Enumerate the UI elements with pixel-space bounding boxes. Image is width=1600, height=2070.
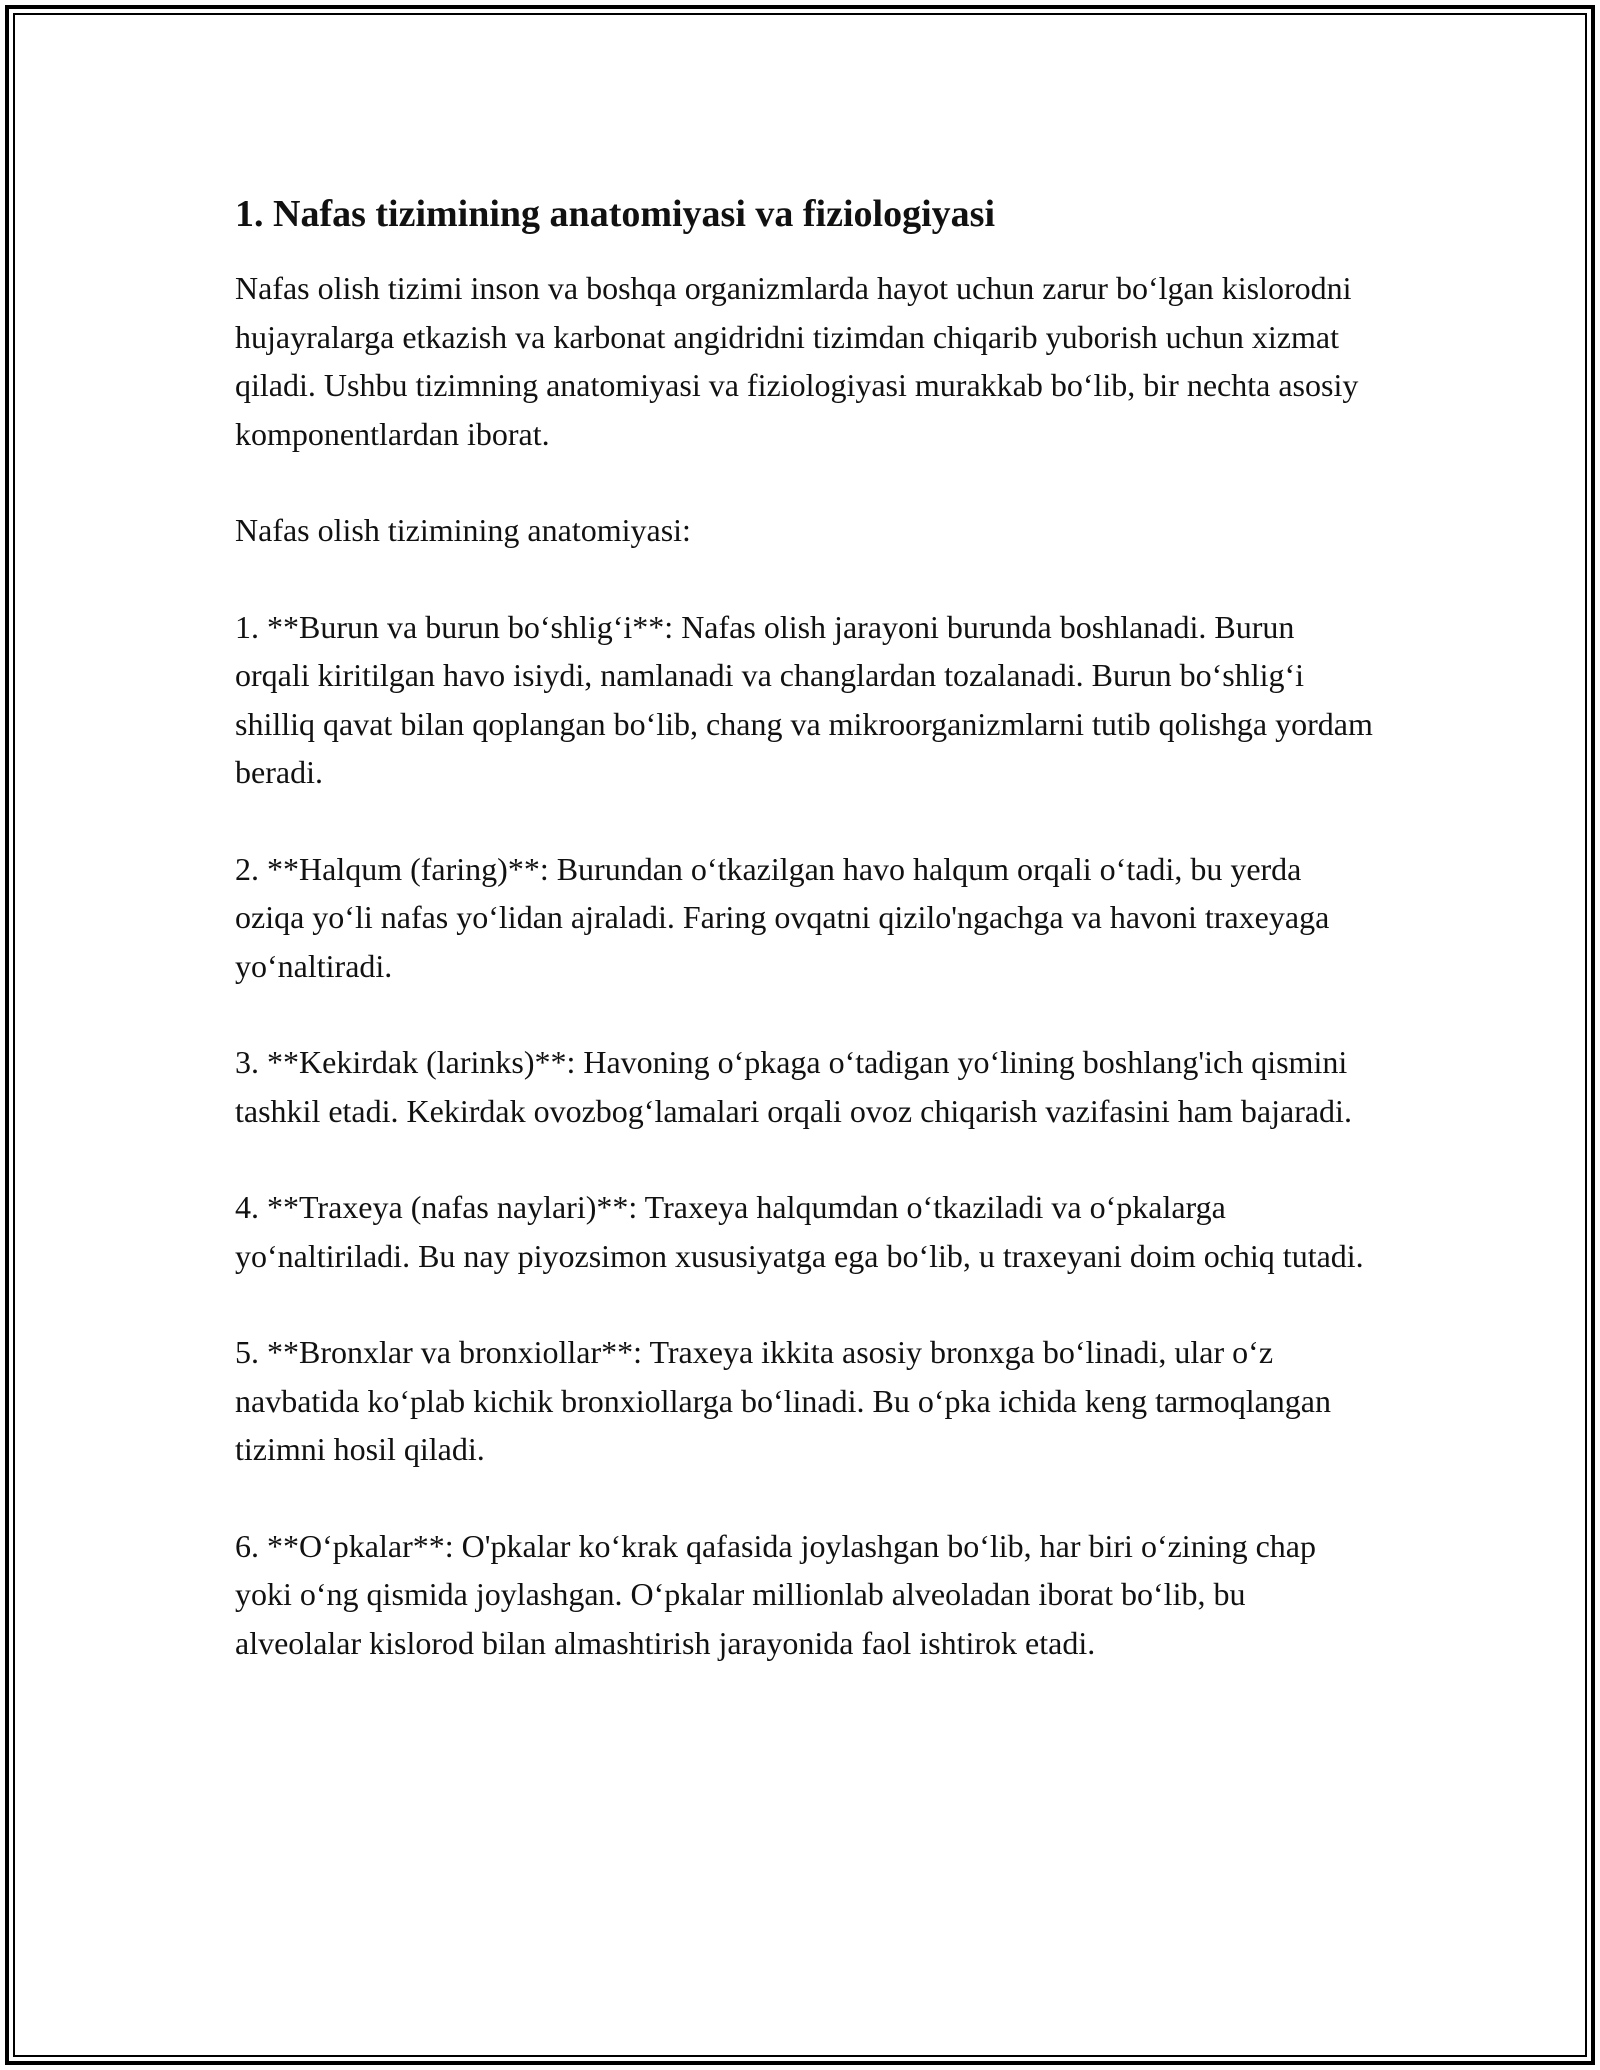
subheading-anatomy: Nafas olish tizimining anatomiyasi: bbox=[235, 512, 691, 548]
list-item-bronchi: 5. **Bronxlar va bronxiollar**: Traxeya ikkita asosiy bronxga bo‘linadi, ular o‘z navbatida ko‘plab kichik bronxiollarga bo‘linadi. Bu o‘pka ichida keng tarmoqlangan tizimni hosil qiladi. bbox=[235, 1334, 1331, 1467]
intro-paragraph: Nafas olish tizimi inson va boshqa organizmlarda hayot uchun zarur bo‘lgan kislorodni hujayralarga etkazish va karbonat angidridni tizimdan chiqarib yuborish uchun xizmat qiladi. Ushbu tizimning anatomiyasi va fiziologiyasi murakkab bo‘lib, bir nechta asosiy komponentlardan iborat. bbox=[235, 270, 1359, 452]
section-title: 1. Nafas tizimining anatomiyasi va fiziologiyasi bbox=[235, 193, 995, 235]
list-item-pharynx: 2. **Halqum (faring)**: Burundan o‘tkazilgan havo halqum orqali o‘tadi, bu yerda oziqa yo‘li nafas yo‘lidan ajraladi. Faring ovqatni qizilo'ngachga va havoni traxeyaga yo‘naltiradi. bbox=[235, 850, 1330, 984]
list-item-trachea: 4. **Traxeya (nafas naylari)**: Traxeya halqumdan o‘tkaziladi va o‘pkalarga yo‘naltiriladi. Bu nay piyozsimon xususiyatga ega bo‘lib, u traxeyani doim ochiq tutadi. bbox=[235, 1189, 1364, 1274]
document-page bbox=[235, 188, 1375, 1715]
list-item-nose: 1. **Burun va burun bo‘shlig‘i**: Nafas olish jarayoni burunda boshlanadi. Burun orqali kiritilgan havo isiydi, namlanadi va changlardan tozalanadi. Burun bo‘shlig‘i shilliq qavat bilan qoplangan bo‘lib, chang va mikroorganizmlarni tutib qolishga yordam beradi. bbox=[235, 608, 1373, 790]
list-item-larynx: 3. **Kekirdak (larinks)**: Havoning o‘pkaga o‘tadigan yo‘lining boshlang'ich qismini tashkil etadi. Kekirdak ovozbog‘lamalari orqali ovoz chiqarish vazifasini ham bajaradi. bbox=[235, 1044, 1352, 1129]
list-item-lungs: 6. **O‘pkalar**: O'pkalar ko‘krak qafasida joylashgan bo‘lib, har biri o‘zining chap yoki o‘ng qismida joylashgan. O‘pkalar millionlab alveoladan iborat bo‘lib, bu alveolalar kislorod bilan almashtirish jarayonida faol ishtirok etadi. bbox=[235, 1527, 1316, 1661]
